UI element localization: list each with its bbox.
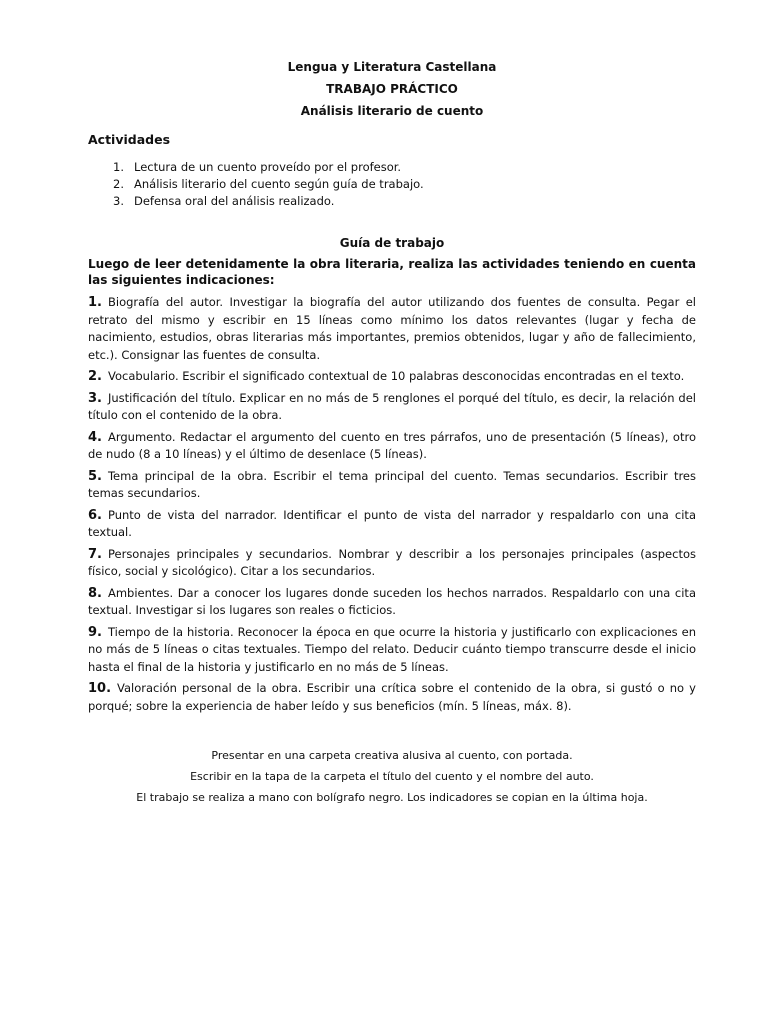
guide-item-number: 1. — [88, 295, 102, 310]
guide-item-number: 5. — [88, 468, 102, 484]
guide-item-number: 6. — [88, 507, 102, 523]
guide-item-number: 2. — [88, 369, 102, 384]
guide-item-text: Valoración personal de la obra. Escribir una crítica sobre el contenido de la obra, si gustó o no y porqué; sobre la experiencia de haber leído y sus beneficios (mín. 5 líneas, máx. 8). — [88, 681, 696, 713]
note-tapa: Escribir en la tapa de la carpeta el título del cuento y el nombre del auto. — [190, 770, 594, 783]
guide-item-argumento — [88, 429, 696, 464]
guide-item-text: Tema principal de la obra. Escribir el tema principal del cuento. Temas secundarios. Escribir tres temas secundarios. — [88, 468, 696, 500]
guide-item-text: Argumento. Redactar el argumento del cuento en tres párrafos, uno de presentación (5 líneas), otro de nudo (8 a 10 líneas) y el último de desenlace (5 líneas). — [88, 429, 696, 461]
activity-number: 1. — [113, 160, 124, 174]
activity-text: Análisis literario del cuento según guía de trabajo. — [134, 177, 424, 191]
assignment-title: TRABAJO PRÁCTICO — [326, 82, 458, 96]
course-title: Lengua y Literatura Castellana — [287, 60, 497, 74]
footer-notes — [88, 745, 696, 808]
activity-number: 3. — [113, 194, 124, 208]
guide-item-text: Justificación del título. Explicar en no más de 5 renglones el porqué del título, es decir, la relación del título con el contenido de la obra. — [88, 390, 696, 422]
guide-item-titulo — [88, 390, 696, 425]
guide-item-text: Punto de vista del narrador. Identificar el punto de vista del narrador y respaldarlo con una cita textual. — [88, 507, 696, 539]
activity-item — [88, 193, 696, 210]
guide-item-biografia — [88, 294, 696, 364]
guide-item-valoracion — [88, 680, 696, 715]
activity-item — [88, 176, 696, 193]
guide-item-number: 9. — [88, 624, 102, 640]
activity-text: Lectura de un cuento proveído por el profesor. — [134, 160, 402, 174]
guide-item-vocabulario — [88, 368, 696, 386]
guide-title: Guía de trabajo — [339, 236, 445, 250]
guide-item-tiempo — [88, 624, 696, 677]
activities-heading: Actividades — [88, 132, 171, 147]
document-subtitle: Análisis literario de cuento — [300, 104, 484, 118]
note-manuscrito: El trabajo se realiza a mano con bolígrafo negro. Los indicadores se copian en la última hoja. — [136, 791, 648, 804]
activity-item — [88, 159, 696, 176]
activity-number: 2. — [113, 177, 124, 191]
guide-item-text: Personajes principales y secundarios. Nombrar y describir a los personajes principales (aspectos físico, social y sicológico). Citar a los secundarios. — [88, 546, 696, 578]
activities-list — [88, 159, 696, 210]
activity-text: Defensa oral del análisis realizado. — [134, 194, 335, 208]
guide-item-text: Vocabulario. Escribir el significado contextual de 10 palabras desconocidas encontradas en el texto. — [107, 369, 685, 383]
guide-item-text: Tiempo de la historia. Reconocer la época en que ocurre la historia y justificarlo con explicaciones en no más de 5 líneas o citas textuales. Tiempo del relato. Deducir cuánto tiempo transcurre desde el inicio hasta el final de la historia y justificarlo en no más de 5 líneas. — [88, 624, 696, 674]
guide-item-number: 8. — [88, 585, 102, 601]
guide-intro: Luego de leer detenidamente la obra literaria, realiza las actividades teniendo en cuenta las siguientes indicaciones: — [88, 257, 696, 287]
guide-item-text: Ambientes. Dar a conocer los lugares donde suceden los hechos narrados. Respaldarlo con una cita textual. Investigar si los lugares son reales o ficticios. — [88, 585, 696, 617]
guide-item-number: 7. — [88, 546, 102, 562]
guide-item-narrador — [88, 507, 696, 542]
guide-item-number: 3. — [88, 390, 102, 406]
guide-items — [88, 294, 696, 715]
guide-item-number: 4. — [88, 429, 102, 445]
guide-item-text: Biografía del autor. Investigar la biografía del autor utilizando dos fuentes de consulta. Pegar el retrato del mismo y escribir en 15 líneas como mínimo los datos relevantes (lugar y fecha de nacimiento, estudios, obras literarias más importantes, premios obtenidos, lugar y año de fallecimiento, etc.). Consignar las fuentes de consulta. — [88, 295, 696, 362]
note-presentacion: Presentar en una carpeta creativa alusiva al cuento, con portada. — [211, 749, 573, 762]
guide-item-tema — [88, 468, 696, 503]
guide-item-number: 10. — [88, 681, 112, 696]
guide-item-personajes — [88, 546, 696, 581]
guide-item-ambientes — [88, 585, 696, 620]
